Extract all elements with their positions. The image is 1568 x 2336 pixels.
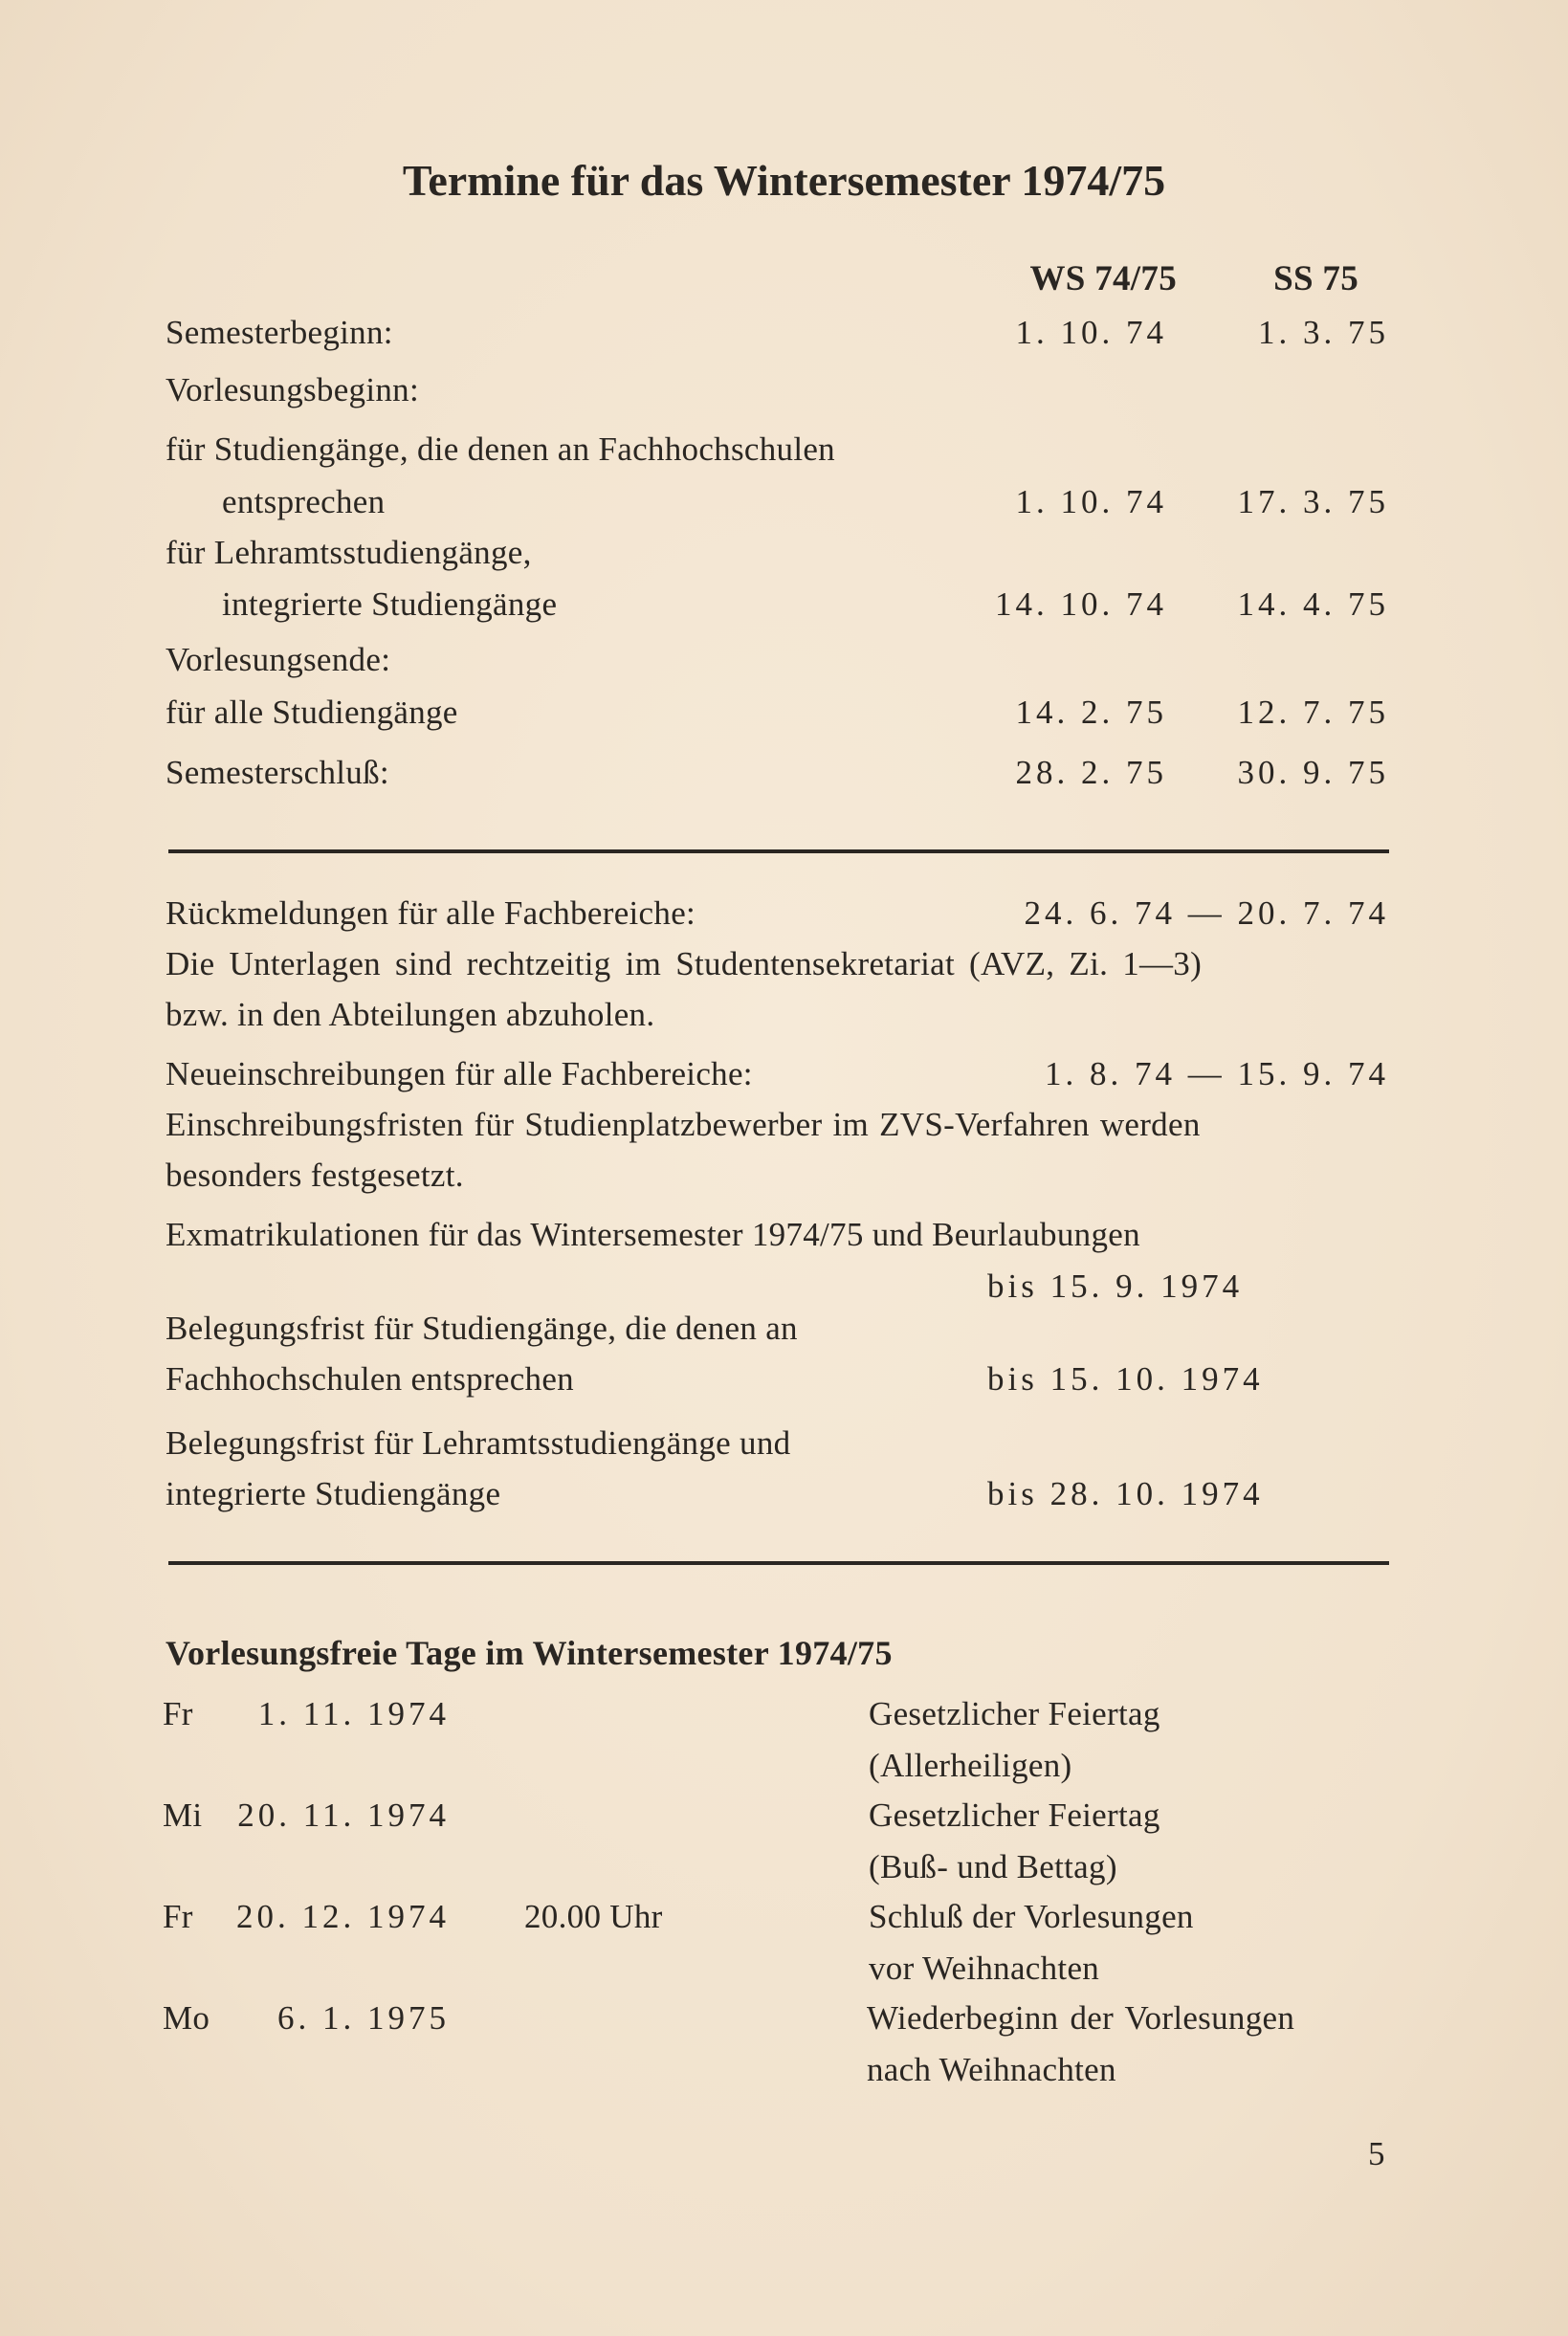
neueinschreibungen-label: Neueinschreibungen für alle Fachbereiche: (166, 1055, 753, 1092)
section-divider (168, 1561, 1389, 1565)
schedule-ss-date: 30. 9. 75 (1237, 754, 1389, 791)
schedule-label: für Lehramtsstudiengänge, (166, 534, 532, 571)
schedule-ws-date: 1. 10. 74 (1015, 314, 1167, 351)
holiday-day: Fr (163, 1898, 193, 1935)
neueinschreibungen-dates: 1. 8. 74 — 15. 9. 74 (1045, 1055, 1389, 1092)
holiday-description: Wiederbeginn der Vorlesungen (867, 1999, 1295, 2037)
exmatrikulation-date: bis 15. 9. 1974 (987, 1267, 1244, 1305)
schedule-ws-date: 14. 2. 75 (1015, 694, 1167, 731)
rueckmeldungen-label: Rückmeldungen für alle Fachbereiche: (166, 894, 696, 932)
schedule-label: entsprechen (222, 483, 386, 520)
schedule-label: Semesterbeginn: (166, 314, 393, 351)
holiday-description: vor Weihnachten (869, 1950, 1100, 1987)
holiday-description: Gesetzlicher Feiertag (869, 1695, 1160, 1732)
holiday-description: (Buß- und Bettag) (869, 1848, 1117, 1885)
page-title: Termine für das Wintersemester 1974/75 (402, 156, 1166, 205)
rueckmeldungen-dates: 24. 6. 74 — 20. 7. 74 (1024, 894, 1389, 932)
holidays-heading: Vorlesungsfreie Tage im Wintersemester 1974/75 (166, 1634, 893, 1672)
schedule-ss-date: 17. 3. 75 (1237, 483, 1389, 520)
holiday-description: nach Weihnachten (867, 2051, 1116, 2088)
holiday-date: 20. 12. 1974 (236, 1898, 450, 1935)
belegungsfrist-date: bis 15. 10. 1974 (987, 1360, 1264, 1398)
neueinschreibungen-note: besonders festgesetzt. (166, 1157, 464, 1194)
holiday-day: Fr (163, 1695, 193, 1732)
schedule-label: Vorlesungsende: (166, 641, 391, 678)
belegungsfrist-label: Belegungsfrist für Lehramtsstudiengänge und (166, 1424, 791, 1462)
holiday-date: 1. 11. 1974 (257, 1695, 450, 1732)
belegungsfrist-label: Fachhochschulen entsprechen (166, 1360, 574, 1398)
schedule-label: für alle Studiengänge (166, 694, 458, 731)
holiday-description: Schluß der Vorlesungen (869, 1898, 1194, 1935)
column-header-ss: SS 75 (1273, 259, 1358, 298)
holiday-date: 20. 11. 1974 (237, 1796, 450, 1834)
rueckmeldungen-note: bzw. in den Abteilungen abzuholen. (166, 996, 655, 1033)
holiday-description: (Allerheiligen) (869, 1747, 1072, 1784)
schedule-ws-date: 14. 10. 74 (995, 585, 1167, 623)
schedule-label: für Studiengänge, die denen an Fachhochschulen (166, 430, 835, 468)
schedule-label: integrierte Studiengänge (222, 585, 558, 623)
holiday-day: Mo (163, 1999, 210, 2037)
holiday-date: 6. 1. 1975 (277, 1999, 450, 2037)
schedule-ws-date: 1. 10. 74 (1015, 483, 1167, 520)
column-header-ws: WS 74/75 (1029, 259, 1177, 298)
schedule-label: Semesterschluß: (166, 754, 389, 791)
belegungsfrist-label: Belegungsfrist für Studiengänge, die denen an (166, 1310, 798, 1347)
neueinschreibungen-note: Einschreibungsfristen für Studienplatzbewerber im ZVS-Verfahren werden (166, 1106, 1201, 1143)
exmatrikulation-label: Exmatrikulationen für das Wintersemester 1974/75 und Beurlaubungen (166, 1216, 1140, 1253)
holiday-description: Gesetzlicher Feiertag (869, 1796, 1160, 1834)
page-number: 5 (1368, 2135, 1385, 2172)
rueckmeldungen-note: Die Unterlagen sind rechtzeitig im Studentensekretariat (AVZ, Zi. 1—3) (166, 945, 1203, 982)
holiday-day: Mi (163, 1796, 203, 1834)
belegungsfrist-date: bis 28. 10. 1974 (987, 1475, 1264, 1512)
schedule-ss-date: 14. 4. 75 (1237, 585, 1389, 623)
section-divider (168, 849, 1389, 853)
belegungsfrist-label: integrierte Studiengänge (166, 1475, 501, 1512)
schedule-label: Vorlesungsbeginn: (166, 371, 420, 408)
holiday-time: 20.00 Uhr (524, 1898, 663, 1935)
schedule-ss-date: 1. 3. 75 (1258, 314, 1389, 351)
schedule-ss-date: 12. 7. 75 (1237, 694, 1389, 731)
schedule-ws-date: 28. 2. 75 (1015, 754, 1167, 791)
